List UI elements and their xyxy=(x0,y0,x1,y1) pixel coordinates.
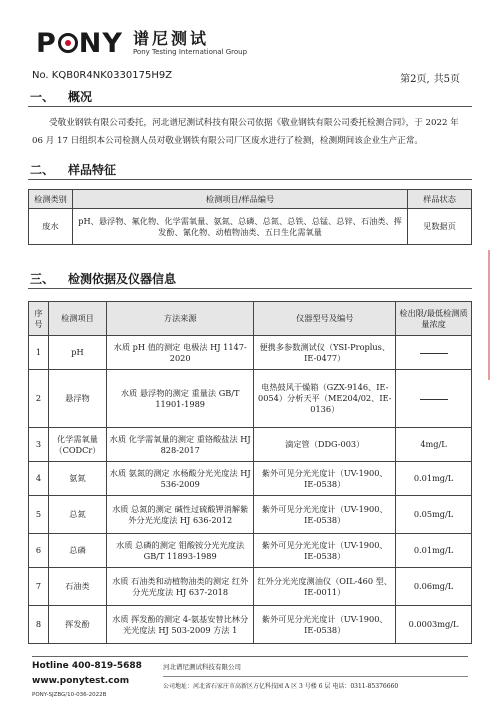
section-title-methods xyxy=(30,270,176,287)
footer-company: 河北谱尼测试科技有限公司 xyxy=(163,663,241,671)
cell-limit: 0.01mg/L xyxy=(396,534,472,568)
cell-method: 水质 总磷的测定 钼酸铵分光光度法 GB/T 11893-1989 xyxy=(106,534,253,568)
cell-item: 挥发酚 xyxy=(48,606,106,644)
header-cell: 方法来源 xyxy=(106,302,253,336)
cell-items: pH、悬浮物、氟化物、化学需氧量、氨氮、总磷、总氮、总铁、总锰、总锌、石油类、挥发酚、氰化物、动植物油类、五日生化需氧量 xyxy=(72,209,407,245)
cell-no: 6 xyxy=(29,534,49,568)
cell-item: 悬浮物 xyxy=(48,370,106,428)
footer-website: www.ponytest.com xyxy=(32,676,130,686)
cell-instrument: 便携多参数测试仪（YSI-Proplus、IE-0477） xyxy=(254,336,396,370)
table-row xyxy=(29,496,472,534)
cell-limit: 0.06mg/L xyxy=(396,568,472,606)
table-row xyxy=(29,606,472,644)
table-header-row xyxy=(29,190,472,209)
section-title-overview xyxy=(30,88,92,105)
header-cell: 仪器型号及编号 xyxy=(254,302,396,336)
cell-no: 5 xyxy=(29,496,49,534)
footer-line xyxy=(163,676,468,677)
cell-no: 7 xyxy=(29,568,49,606)
table-header-row xyxy=(29,302,472,336)
cell-item: 总磷 xyxy=(48,534,106,568)
cell-instrument: 紫外可见分光光度计（UV-1900、IE-0538） xyxy=(254,534,396,568)
section-label: 概况 xyxy=(68,90,93,104)
header-cell: 检测类别 xyxy=(29,190,73,209)
cell-no: 2 xyxy=(29,370,49,428)
table-row xyxy=(29,370,472,428)
dash-mark xyxy=(420,353,448,354)
table-row xyxy=(29,336,472,370)
method-table xyxy=(28,301,472,644)
cell-no: 3 xyxy=(29,428,49,462)
page-current: 第2页, xyxy=(400,74,430,85)
header-cell: 序号 xyxy=(29,302,49,336)
section-number: 二、 xyxy=(30,163,55,177)
header-cell: 样品状态 xyxy=(408,190,472,209)
logo-o-icon xyxy=(58,33,78,53)
footer-divider xyxy=(32,656,468,657)
cell-item: pH xyxy=(48,336,106,370)
pony-logo xyxy=(36,28,247,59)
table-row xyxy=(29,462,472,496)
table-row xyxy=(29,568,472,606)
table-row xyxy=(29,428,472,462)
cell-limit-dash xyxy=(396,370,472,428)
header-cell: 检测项目/样品编号 xyxy=(72,190,407,209)
cell-limit: 0.0003mg/L xyxy=(396,606,472,644)
cell-method: 水质 挥发酚的测定 4-氨基安替比林分光光度法 HJ 503-2009 方法 1 xyxy=(106,606,253,644)
seal-stamp-edge xyxy=(488,250,500,380)
cell-state: 见数据页 xyxy=(408,209,472,245)
cell-no: 8 xyxy=(29,606,49,644)
cell-no: 1 xyxy=(29,336,49,370)
table-row xyxy=(29,534,472,568)
section-label: 检测依据及仪器信息 xyxy=(68,272,177,286)
logo-wordmark: P NY xyxy=(36,28,123,59)
cell-limit: 0.05mg/L xyxy=(396,496,472,534)
report-number: No. KQB0R4NK0330175H9Z xyxy=(32,70,173,81)
header-cell: 检出限/最低检测质量浓度 xyxy=(396,302,472,336)
cell-instrument: 电热鼓风干燥箱（GZX-9146、IE-0054）分析天平（ME204/02、IE-0136） xyxy=(254,370,396,428)
footer-hotline: Hotline 400-819-5688 xyxy=(32,661,142,671)
cell-item: 氨氮 xyxy=(48,462,106,496)
cell-category: 废水 xyxy=(29,209,73,245)
cell-item: 化学需氧量（CODCr） xyxy=(48,428,106,462)
cell-limit: 0.01mg/L xyxy=(396,462,472,496)
cell-instrument: 紫外可见分光光度计（UV-1900、IE-0538） xyxy=(254,606,396,644)
cell-method: 水质 氨氮的测定 水杨酸分光光度法 HJ 536-2009 xyxy=(106,462,253,496)
cell-method: 水质 化学需氧量的测定 重铬酸盐法 HJ 828-2017 xyxy=(106,428,253,462)
section-divider xyxy=(28,179,472,180)
cell-item: 总氮 xyxy=(48,496,106,534)
logo-chinese-name: 谱尼测试 xyxy=(132,29,209,48)
header-cell: 检测项目 xyxy=(48,302,106,336)
section-title-sample xyxy=(30,161,116,178)
cell-method: 水质 pH 值的测定 电极法 HJ 1147-2020 xyxy=(106,336,253,370)
cell-limit-dash xyxy=(396,336,472,370)
cell-no: 4 xyxy=(29,462,49,496)
footer-form-code: PONY-SJZBG/10-036-2022B xyxy=(32,692,107,698)
cell-limit: 4mg/L xyxy=(396,428,472,462)
section-number: 三、 xyxy=(30,272,55,286)
dash-mark xyxy=(420,399,448,400)
sample-table xyxy=(28,189,472,245)
logo-english-name: Pony Testing International Group xyxy=(132,48,248,56)
section-number: 一、 xyxy=(30,90,55,104)
cell-instrument: 滴定管（DDG-003） xyxy=(254,428,396,462)
section-label: 样品特征 xyxy=(68,163,117,177)
page-total: 共5页 xyxy=(433,74,460,85)
cell-item: 石油类 xyxy=(48,568,106,606)
cell-method: 水质 石油类和动植物油类的测定 红外分光光度法 HJ 637-2018 xyxy=(106,568,253,606)
footer-address: 公司地址：河北省石家庄市高新区方亿科技园 A 区 3 号楼 6 层 电话：0311-85376660 xyxy=(163,683,399,690)
cell-instrument: 红外分光光度测油仪（OIL-460 型、IE-0011） xyxy=(254,568,396,606)
table-row xyxy=(29,209,472,245)
cell-method: 水质 悬浮物的测定 重量法 GB/T 11901-1989 xyxy=(106,370,253,428)
cell-method: 水质 总氮的测定 碱性过硫酸钾消解紫外分光光度法 HJ 636-2012 xyxy=(106,496,253,534)
cell-instrument: 紫外可见分光光度计（UV-1900、IE-0538） xyxy=(254,496,396,534)
section-divider xyxy=(28,106,472,107)
cell-instrument: 紫外可见分光光度计（UV-1900、IE-0538） xyxy=(254,462,396,496)
section-divider xyxy=(28,288,472,289)
page-indicator xyxy=(396,70,460,85)
overview-paragraph: 受敬业钢铁有限公司委托，河北谱尼测试科技有限公司依据《敬业钢铁有限公司委托检测合同》，于 2022 年 06 月 17 日组织本公司检测人员对敬业钢铁有限公司厂区废水进行了检测，检测期间该企业生产正常。 xyxy=(32,118,459,146)
